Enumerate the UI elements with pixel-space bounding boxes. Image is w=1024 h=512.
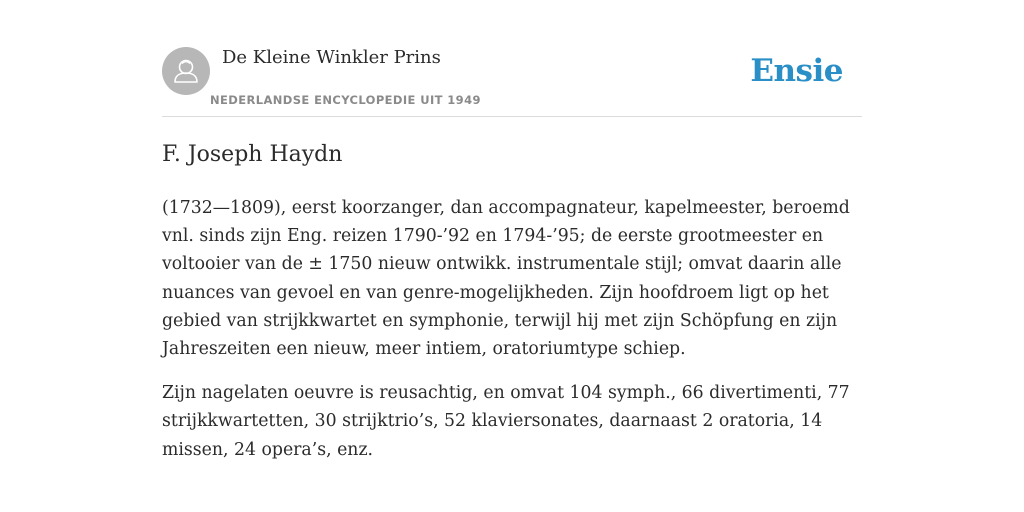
article-paragraph-2: Zijn nagelaten oeuvre is reusachtig, en omvat 104 symph., 66 divertimenti, 77 strijkkwartetten, 30 strijktrio’s, 52 klaviersonates, daarnaast 2 oratoria, 14 missen, 24 opera’s, enz.: [162, 383, 850, 460]
user-avatar-icon: [162, 47, 210, 95]
source-subtitle: NEDERLANDSE ENCYCLOPEDIE UIT 1949: [210, 93, 481, 107]
header: [162, 46, 862, 117]
source-title[interactable]: De Kleine Winkler Prins: [222, 47, 441, 68]
entry-title: F. Joseph Haydn: [162, 142, 343, 167]
article: [162, 138, 865, 480]
article-paragraph-1: (1732—1809), eerst koorzanger, dan accompagnateur, kapelmeester, beroemd vnl. sinds zijn Eng. reizen 1790-’92 en 1794-’95; de eerste grootmeester en voltooier van de ± 1750 nieuw ontwikk. instrumentale stijl; omvat daarin alle nuances van gevoel en van genre-mogelijkheden. Zijn hoofdroem ligt op het gebied van strijkkwartet en symphonie, terwijl hij met zijn Schöpfung en zijn Jahreszeiten een nieuw, meer intiem, oratoriumtype schiep.: [162, 198, 850, 360]
ensie-logo[interactable]: Ensie: [750, 53, 843, 89]
avatar[interactable]: [162, 47, 210, 95]
